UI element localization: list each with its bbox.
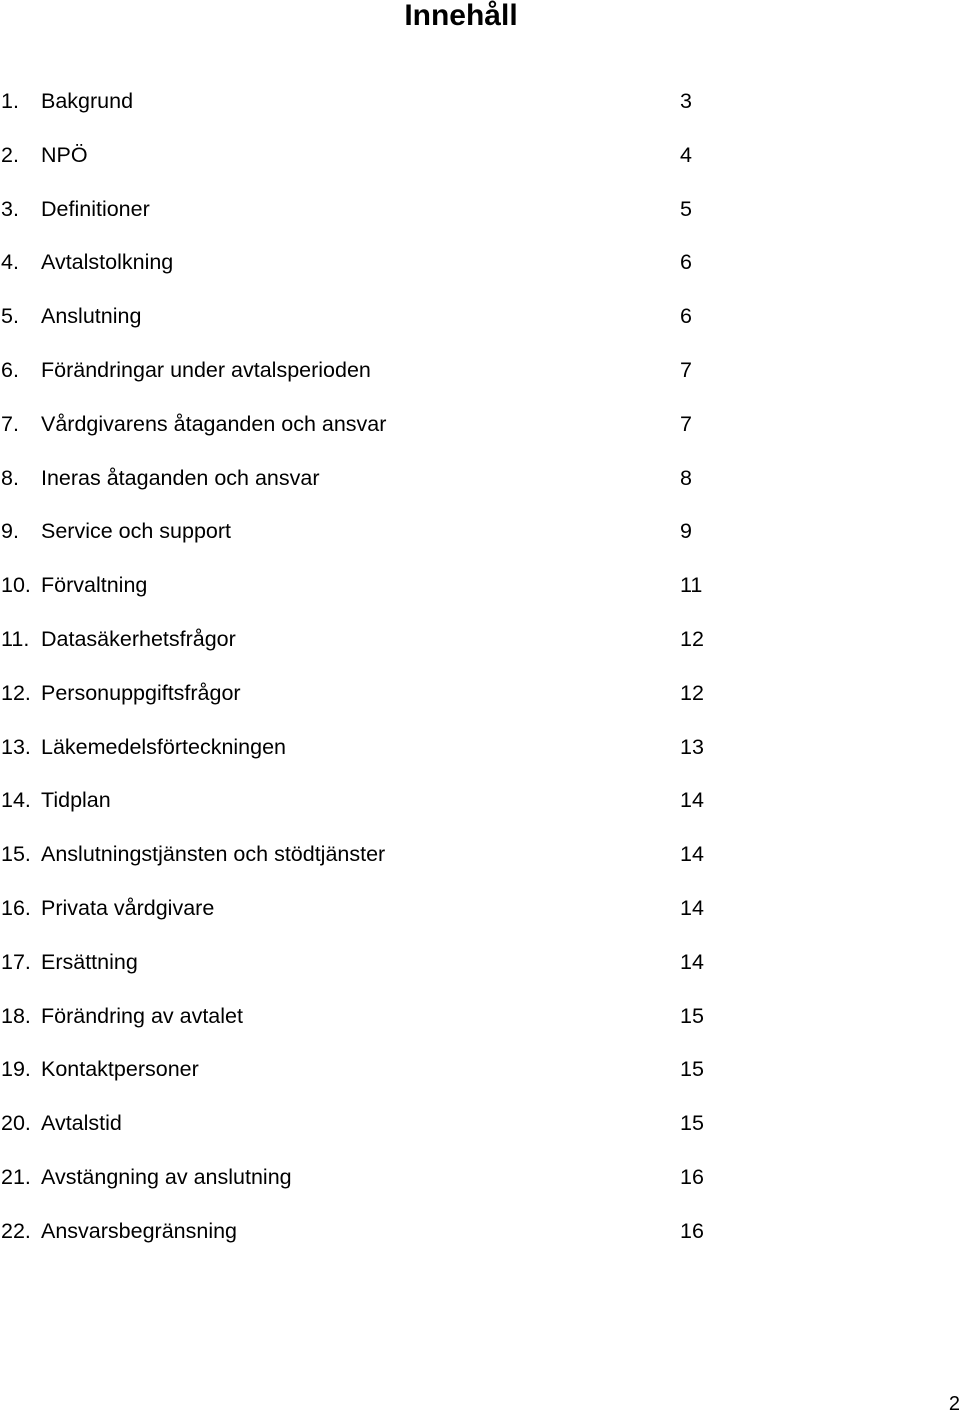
- toc-entry-title: Anslutning: [41, 304, 142, 329]
- toc-entry-number: 5.: [1, 304, 19, 329]
- toc-entry-title: Vårdgivarens åtaganden och ansvar: [41, 411, 387, 436]
- toc-entry-title: Avstängning av anslutning: [41, 1164, 292, 1189]
- toc-entry-page: 13: [680, 734, 704, 759]
- toc-entry-number: 12.: [1, 680, 31, 705]
- toc-entry[interactable]: [0, 730, 760, 784]
- table-of-contents: [0, 84, 760, 1268]
- toc-entry[interactable]: [0, 461, 760, 515]
- toc-entry-page: 14: [680, 842, 704, 867]
- toc-entry[interactable]: [0, 945, 760, 999]
- toc-entry-title: Ersättning: [41, 949, 138, 974]
- toc-entry-title: Ineras åtaganden och ansvar: [41, 465, 320, 490]
- toc-entry-page: 14: [680, 788, 704, 813]
- toc-entry[interactable]: [0, 676, 760, 730]
- toc-entry-number: 18.: [1, 1003, 31, 1028]
- toc-entry-number: 19.: [1, 1057, 31, 1082]
- toc-entry[interactable]: [0, 407, 760, 461]
- toc-entry-number: 11.: [1, 626, 30, 651]
- toc-entry-page: 7: [680, 357, 692, 382]
- toc-entry[interactable]: [0, 1214, 760, 1268]
- toc-entry-title: Ansvarsbegränsning: [41, 1218, 238, 1243]
- toc-entry[interactable]: [0, 353, 760, 407]
- toc-entry[interactable]: [0, 138, 760, 192]
- toc-entry-page: 16: [680, 1218, 704, 1243]
- toc-entry-title: Förändring av avtalet: [41, 1003, 243, 1028]
- toc-entry-title: Avtalstid: [41, 1111, 122, 1136]
- toc-entry-page: 9: [680, 519, 692, 544]
- toc-entry[interactable]: [0, 568, 760, 622]
- toc-entry[interactable]: [0, 299, 760, 353]
- toc-entry-number: 3.: [1, 196, 19, 221]
- toc-entry-number: 15.: [1, 842, 31, 867]
- toc-entry-number: 10.: [1, 573, 31, 598]
- page-number: 2: [948, 1393, 960, 1415]
- toc-entry-page: 3: [680, 89, 692, 113]
- toc-entry[interactable]: [0, 192, 760, 246]
- toc-entry[interactable]: [0, 783, 760, 837]
- toc-entry-page: 15: [680, 1111, 704, 1136]
- toc-entry-page: 6: [680, 304, 692, 329]
- toc-entry-number: 1.: [1, 89, 19, 113]
- toc-entry-title: Förvaltning: [41, 573, 148, 598]
- toc-entry[interactable]: [0, 1160, 760, 1214]
- toc-entry-page: 12: [680, 680, 704, 705]
- toc-entry[interactable]: [0, 837, 760, 891]
- toc-entry-page: 15: [680, 1057, 704, 1082]
- toc-entry-number: 8.: [1, 465, 19, 490]
- toc-entry-page: 8: [680, 465, 692, 490]
- toc-entry-page: 11: [680, 573, 703, 598]
- toc-entry-page: 12: [680, 626, 704, 651]
- toc-entry-page: 14: [680, 895, 704, 920]
- toc-entry-title: NPÖ: [41, 142, 88, 167]
- toc-entry-number: 9.: [1, 519, 19, 544]
- toc-entry-page: 6: [680, 250, 692, 275]
- toc-entry[interactable]: [0, 84, 760, 138]
- toc-entry-number: 20.: [1, 1111, 31, 1136]
- toc-entry-title: Datasäkerhetsfrågor: [41, 626, 236, 651]
- toc-entry-page: 5: [680, 196, 692, 221]
- toc-entry-title: Bakgrund: [41, 89, 134, 113]
- toc-entry-title: Anslutningstjänsten och stödtjänster: [41, 842, 386, 867]
- toc-entry-number: 4.: [1, 250, 19, 275]
- toc-entry[interactable]: [0, 622, 760, 676]
- toc-entry-number: 2.: [1, 142, 19, 167]
- toc-entry-title: Förändringar under avtalsperioden: [41, 357, 371, 382]
- toc-entry-page: 15: [680, 1003, 704, 1028]
- toc-entry-page: 16: [680, 1164, 704, 1189]
- toc-entry-page: 4: [680, 142, 692, 167]
- toc-entry-title: Tidplan: [41, 788, 111, 813]
- toc-entry-title: Läkemedelsförteckningen: [41, 734, 287, 759]
- toc-entry[interactable]: [0, 1052, 760, 1106]
- toc-entry-number: 7.: [1, 411, 19, 436]
- toc-entry[interactable]: [0, 891, 760, 945]
- toc-entry-number: 17.: [1, 949, 31, 974]
- toc-entry[interactable]: [0, 999, 760, 1053]
- toc-entry-title: Kontaktpersoner: [41, 1057, 199, 1082]
- toc-entry-title: Privata vårdgivare: [41, 895, 215, 920]
- toc-entry-number: 16.: [1, 895, 31, 920]
- page-title: Innehåll: [404, 0, 518, 32]
- toc-entry-title: Service och support: [41, 519, 232, 544]
- toc-entry-page: 14: [680, 949, 704, 974]
- toc-entry[interactable]: [0, 245, 760, 299]
- toc-entry-number: 22.: [1, 1218, 31, 1243]
- toc-entry[interactable]: [0, 514, 760, 568]
- toc-entry-page: 7: [680, 411, 692, 436]
- toc-entry-number: 14.: [1, 788, 31, 813]
- toc-entry-number: 21.: [1, 1164, 31, 1189]
- toc-entry-title: Avtalstolkning: [41, 250, 174, 275]
- toc-entry-number: 13.: [1, 734, 31, 759]
- toc-entry[interactable]: [0, 1106, 760, 1160]
- toc-entry-number: 6.: [1, 357, 19, 382]
- toc-entry-title: Definitioner: [41, 196, 150, 221]
- toc-entry-title: Personuppgiftsfrågor: [41, 680, 241, 705]
